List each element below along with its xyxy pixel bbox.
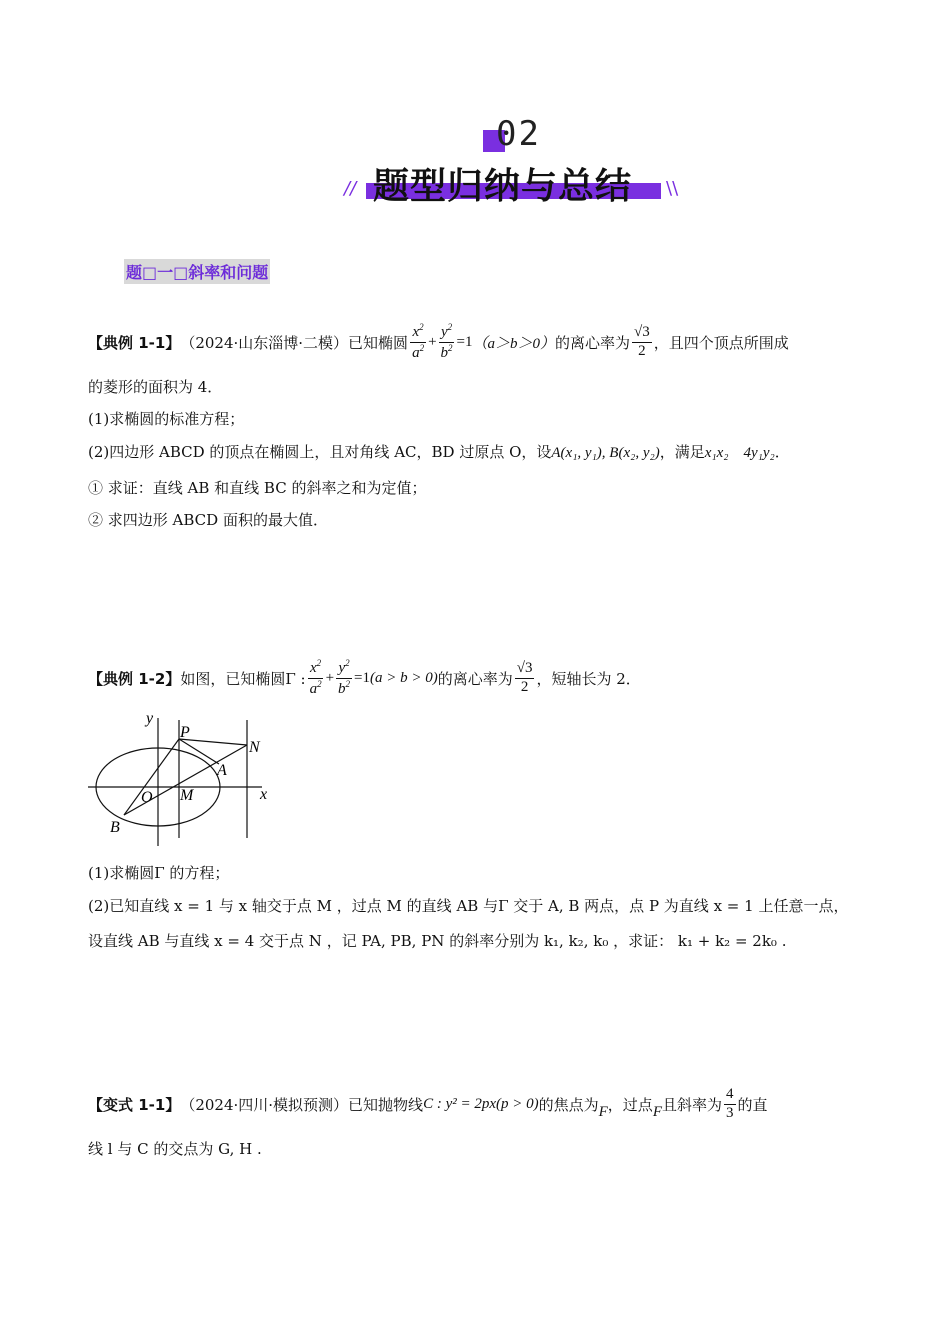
example-1-1-intro: 已知椭圆	[348, 333, 409, 352]
label-a: A	[217, 762, 227, 779]
example-1-1-tail: ，且四个顶点所围成	[653, 333, 789, 352]
variation-1-1-source: （2024·四川·模拟预测）	[180, 1095, 349, 1114]
example-1-2-q2-line2: 设直线 AB 与直线 x = 4 交于点 N ，记 PA, PB, PN 的斜率分别为 k₁, k₂, k₀ ，求证： k₁ + k₂ = 2k₀ .	[88, 932, 787, 950]
fraction-x2-a2: $\frac{x^2}{a^2}$	[412, 321, 425, 361]
section-label: 题□一□斜率和问题	[124, 259, 270, 284]
example-1-2-q1: (1)求椭圆Γ 的方程；	[88, 864, 230, 882]
header-number: 02	[496, 114, 541, 154]
variation-1-1-line1: 【变式 1-1】 （2024·四川·模拟预测） 已知抛物线 C : y² = 2px(p > 0) 的焦点为 F ，过点 F 且斜率为 $\frac{4}{3}$ 的直	[88, 1085, 768, 1121]
label-x: x	[260, 786, 268, 803]
label-y: y	[146, 710, 154, 727]
example-1-2-line1: 【典例 1-2】 如图，已知椭圆Γ : $\frac{x^2}{a^2}$ + $\frac{y^2}{b^2}$ =1 (a > b > 0) 的离心率为 $\frac{√3}{2}$ ，短轴长为 2．	[88, 657, 641, 697]
fraction-sqrt3-2-b: $\frac{√3}{2}$	[516, 659, 533, 695]
variation-1-1-line2: 线 l 与 C 的交点为 G, H .	[88, 1140, 262, 1158]
example-1-1-line1: 【典例 1-1】 （2024·山东淄博·二模） 已知椭圆 $\frac{x^2}{a^2}$ + $\frac{y^2}{b^2}$ =1 （a＞b＞0） 的离心率为 $\frac{√3}{2}$ ，且四个顶点所围成	[88, 321, 789, 361]
fraction-4-3: $\frac{4}{3}$	[726, 1085, 734, 1121]
ecc-text: 的离心率为	[555, 333, 631, 352]
fraction-y2-b2: $\frac{y^2}{b^2}$	[440, 321, 453, 361]
example-1-1-q2: (2)四边形 ABCD 的顶点在椭圆上，且对角线 AC，BD 过原点 O，设A(x₁, y₁), B(x₂, y₂)，满足x₁x₂ 4y₁y₂．	[88, 443, 790, 461]
fraction-x2-a2-b: $\frac{x^2}{a^2}$	[309, 657, 322, 697]
example-1-1-q2-1: ① 求证：直线 AB 和直线 BC 的斜率之和为定值；	[88, 479, 427, 497]
condition-eq: x₁x₂ 4y₁y₂	[704, 445, 775, 461]
fraction-y2-b2-b: $\frac{y^2}{b^2}$	[338, 657, 351, 697]
example-1-2-tail: ，短轴长为 2．	[536, 669, 641, 688]
ellipse-condition: （a＞b＞0）	[472, 335, 556, 352]
ellipse-figure	[84, 706, 284, 850]
header-right-deco: \\	[666, 178, 679, 199]
example-1-1-q1: (1)求椭圆的标准方程；	[88, 410, 245, 428]
example-1-1-q2-2: ② 求四边形 ABCD 面积的最大值．	[88, 511, 328, 529]
focus-f: F	[598, 1103, 608, 1120]
focus-f-2: F	[652, 1103, 662, 1120]
example-1-1-line2: 的菱形的面积为 4．	[88, 378, 223, 396]
label-o: O	[141, 789, 153, 806]
example-1-2-q2-line1: (2)已知直线 x = 1 与 x 轴交于点 M ，过点 M 的直线 AB 与Γ 交于 A, B 两点，点 P 为直线 x = 1 上任意一点，	[88, 897, 849, 915]
label-n: N	[249, 739, 260, 756]
label-p: P	[180, 724, 190, 741]
points-ab: A(x₁, y₁), B(x₂, y₂)	[551, 445, 660, 461]
variation-1-1-tag: 【变式 1-1】	[88, 1095, 181, 1114]
label-m: M	[180, 787, 194, 804]
header-left-deco: //	[344, 178, 357, 199]
ellipse-condition-b: (a > b > 0)	[370, 669, 438, 686]
equals-one: =1	[456, 333, 473, 350]
label-b: B	[110, 819, 120, 836]
header-title: 题型归纳与总结	[373, 166, 633, 207]
example-1-1-source: （2024·山东淄博·二模）	[180, 333, 349, 352]
example-1-2-tag: 【典例 1-2】	[88, 669, 181, 688]
parabola-equation: C : y² = 2px(p > 0)	[423, 1095, 539, 1112]
example-1-1-tag: 【典例 1-1】	[88, 333, 181, 352]
fraction-sqrt3-2: $\frac{√3}{2}$	[634, 323, 650, 359]
example-1-2-intro: 如图，已知椭圆Γ :	[180, 669, 306, 688]
